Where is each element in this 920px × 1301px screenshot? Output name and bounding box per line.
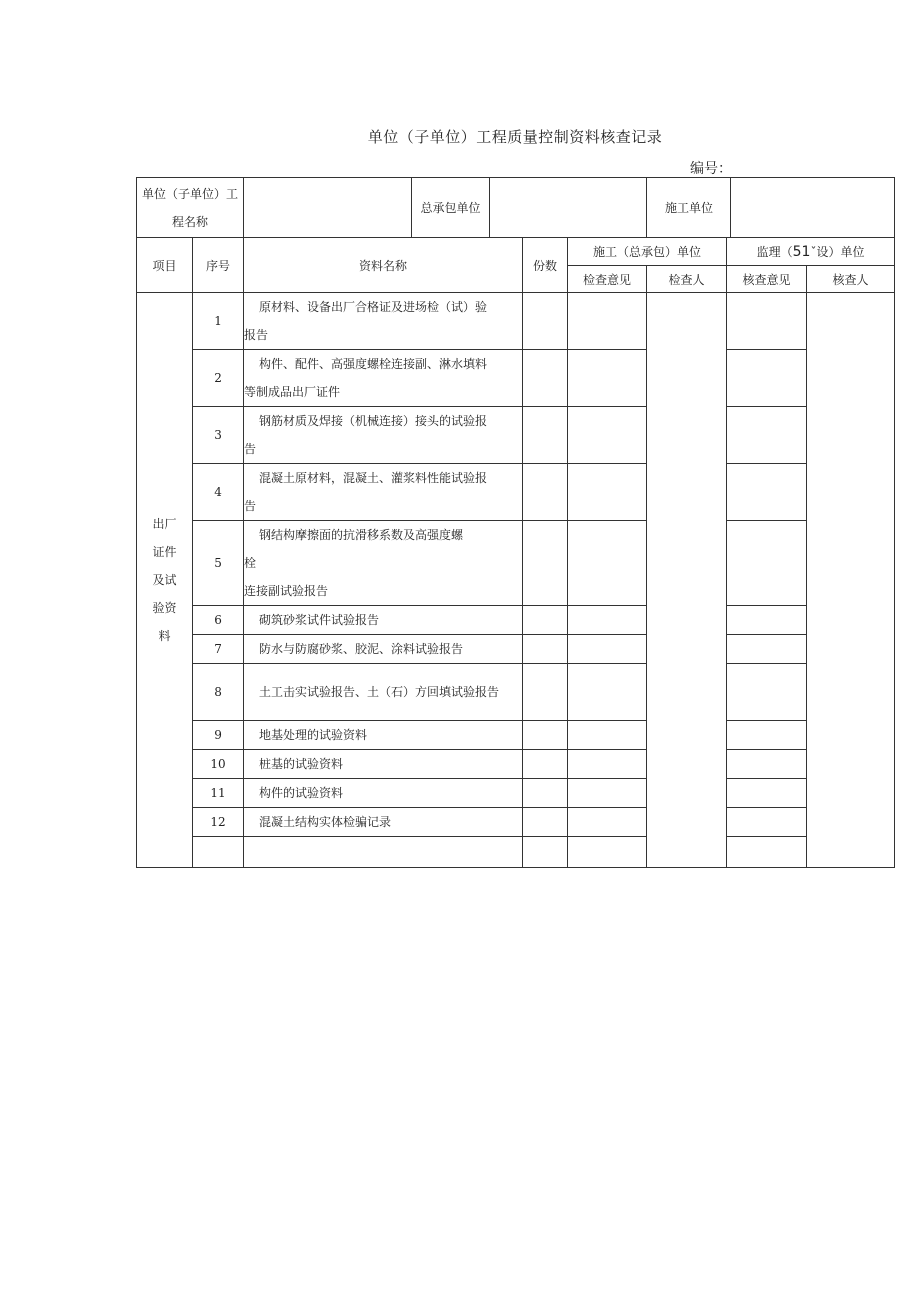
- doc-name-cell: [244, 721, 523, 750]
- copies-cell[interactable]: [523, 521, 568, 606]
- col-checker: 检查人: [647, 266, 727, 293]
- col-verifier: 核查人: [807, 266, 895, 293]
- table-row: [137, 350, 895, 407]
- table-row: [137, 664, 895, 721]
- supervision-text-c: ˇ设）单位: [810, 244, 865, 259]
- doc-name-line: 栓: [244, 556, 257, 570]
- project-name-value: [244, 178, 411, 237]
- check-opinion-cell[interactable]: [568, 521, 647, 606]
- table-row: [137, 837, 895, 868]
- seq-cell: 8: [193, 664, 244, 721]
- doc-name-line: 连接副试验报告: [244, 584, 329, 598]
- doc-name-line: 钢结构摩擦面的抗滑移系数及高强度螺: [259, 528, 464, 542]
- seq-cell: 1: [193, 293, 244, 350]
- verify-opinion-cell[interactable]: [727, 293, 807, 350]
- record-number-label: 编号：: [690, 161, 732, 177]
- seq-cell: 2: [193, 350, 244, 407]
- copies-cell[interactable]: [523, 750, 568, 779]
- doc-name-cell: [244, 808, 523, 837]
- doc-name-line: 钢筋材质及焊接（机械连接）接头的试验报: [259, 414, 488, 428]
- table-row: [137, 635, 895, 664]
- copies-cell[interactable]: [523, 635, 568, 664]
- construction-unit-label: 施工单位: [665, 201, 714, 215]
- verify-opinion-cell[interactable]: [727, 350, 807, 407]
- copies-cell[interactable]: [523, 779, 568, 808]
- general-contractor-value: [490, 178, 646, 237]
- verify-opinion-cell[interactable]: [727, 837, 807, 868]
- general-contractor-label: 总承包单位: [420, 201, 481, 215]
- doc-name-cell: [244, 464, 523, 521]
- doc-name-line: 构件的试验资料: [259, 786, 344, 800]
- copies-cell[interactable]: [523, 464, 568, 521]
- doc-name-cell: [244, 606, 523, 635]
- construction-unit-field[interactable]: [647, 178, 895, 238]
- copies-cell[interactable]: [523, 407, 568, 464]
- table-row: [137, 750, 895, 779]
- doc-name-cell: [244, 293, 523, 350]
- check-opinion-cell[interactable]: [568, 750, 647, 779]
- col-supervision-group: [727, 238, 895, 266]
- doc-name-cell: [244, 521, 523, 606]
- supervision-text-a: 监理（: [756, 244, 793, 259]
- col-construction-group: 施工（总承包）单位: [568, 238, 727, 266]
- check-opinion-cell[interactable]: [568, 837, 647, 868]
- verify-opinion-cell[interactable]: [727, 808, 807, 837]
- col-doc-name: 资料名称: [244, 238, 523, 293]
- project-name-field[interactable]: [244, 178, 647, 238]
- copies-cell[interactable]: [523, 606, 568, 635]
- doc-name-line: 混凝土原材料，混凝土、灌浆料性能试验报: [259, 471, 488, 485]
- project-name-label: 单位（子单位）工程名称: [137, 178, 244, 238]
- seq-cell: 11: [193, 779, 244, 808]
- category-line: 料: [158, 629, 171, 643]
- page-title: 单位（子单位）工程质量控制资料核查记录: [367, 128, 663, 146]
- doc-name-cell: [244, 635, 523, 664]
- col-verify-opinion: 核查意见: [727, 266, 807, 293]
- copies-cell[interactable]: [523, 664, 568, 721]
- doc-name-line: 桩基的试验资料: [259, 757, 344, 771]
- category-line: 出厂: [152, 517, 177, 531]
- category-line: 验资: [152, 601, 177, 615]
- copies-cell[interactable]: [523, 837, 568, 868]
- verify-opinion-cell[interactable]: [727, 521, 807, 606]
- verify-opinion-cell[interactable]: [727, 407, 807, 464]
- doc-name-cell: [244, 750, 523, 779]
- seq-cell: 10: [193, 750, 244, 779]
- inspection-table: [136, 177, 895, 868]
- seq-cell: 9: [193, 721, 244, 750]
- col-seq: 序号: [193, 238, 244, 293]
- seq-cell: 7: [193, 635, 244, 664]
- supervision-text-b: 51: [792, 243, 811, 260]
- doc-name-cell: [244, 837, 523, 868]
- doc-name-line: 地基处理的试验资料: [259, 728, 368, 742]
- verify-opinion-cell[interactable]: [727, 750, 807, 779]
- seq-cell: 6: [193, 606, 244, 635]
- check-opinion-cell[interactable]: [568, 464, 647, 521]
- copies-cell[interactable]: [523, 293, 568, 350]
- check-opinion-cell[interactable]: [568, 293, 647, 350]
- checker-cell[interactable]: [647, 293, 727, 868]
- doc-name-line: 原材料、设备出厂合格证及进场检（试）验: [259, 300, 488, 314]
- verify-opinion-cell[interactable]: [727, 664, 807, 721]
- verifier-cell[interactable]: [807, 293, 895, 868]
- seq-cell: [193, 837, 244, 868]
- table-row: [137, 293, 895, 350]
- doc-name-line: 砌筑砂浆试件试验报告: [259, 613, 380, 627]
- table-row: [137, 521, 895, 606]
- check-opinion-cell[interactable]: [568, 407, 647, 464]
- check-opinion-cell[interactable]: [568, 808, 647, 837]
- copies-cell[interactable]: [523, 350, 568, 407]
- table-row: [137, 407, 895, 464]
- col-item: 项目: [137, 238, 193, 293]
- seq-cell: 5: [193, 521, 244, 606]
- doc-name-line: 土工击实试验报告、土（石）方回填试验报告: [259, 685, 500, 699]
- header-info-row: [137, 178, 895, 238]
- check-opinion-cell[interactable]: [568, 779, 647, 808]
- category-line: 及试: [152, 573, 177, 587]
- verify-opinion-cell[interactable]: [727, 464, 807, 521]
- col-check-opinion: 检查意见: [568, 266, 647, 293]
- doc-name-line: 报告: [244, 328, 269, 342]
- table-row: [137, 721, 895, 750]
- doc-name-line: 构件、配件、高强度螺栓连接副、淋水填料: [259, 357, 488, 371]
- check-opinion-cell[interactable]: [568, 606, 647, 635]
- col-copies: 份数: [523, 238, 568, 293]
- doc-name-cell: [244, 350, 523, 407]
- check-opinion-cell[interactable]: [568, 664, 647, 721]
- verify-opinion-cell[interactable]: [727, 606, 807, 635]
- doc-name-line: 混凝土结构实体检骗记录: [259, 815, 392, 829]
- doc-name-cell: [244, 779, 523, 808]
- table-row: [137, 808, 895, 837]
- copies-cell[interactable]: [523, 721, 568, 750]
- check-opinion-cell[interactable]: [568, 635, 647, 664]
- construction-unit-value: [731, 178, 894, 237]
- table-row: [137, 606, 895, 635]
- check-opinion-cell[interactable]: [568, 350, 647, 407]
- verify-opinion-cell[interactable]: [727, 635, 807, 664]
- seq-cell: 3: [193, 407, 244, 464]
- seq-cell: 12: [193, 808, 244, 837]
- doc-name-line: 告: [244, 499, 257, 513]
- doc-name-line: 告: [244, 442, 257, 456]
- seq-cell: 4: [193, 464, 244, 521]
- doc-name-line: 等制成品出厂证件: [244, 385, 341, 399]
- column-header-row: [137, 238, 895, 266]
- copies-cell[interactable]: [523, 808, 568, 837]
- doc-name-cell: [244, 664, 523, 721]
- table-row: [137, 779, 895, 808]
- table-row: [137, 464, 895, 521]
- category-line: 证件: [152, 545, 177, 559]
- doc-name-cell: [244, 407, 523, 464]
- category-cell: [137, 293, 193, 868]
- doc-name-line: 防水与防腐砂浆、胶泥、涂料试验报告: [259, 642, 464, 656]
- check-opinion-cell[interactable]: [568, 721, 647, 750]
- verify-opinion-cell[interactable]: [727, 779, 807, 808]
- verify-opinion-cell[interactable]: [727, 721, 807, 750]
